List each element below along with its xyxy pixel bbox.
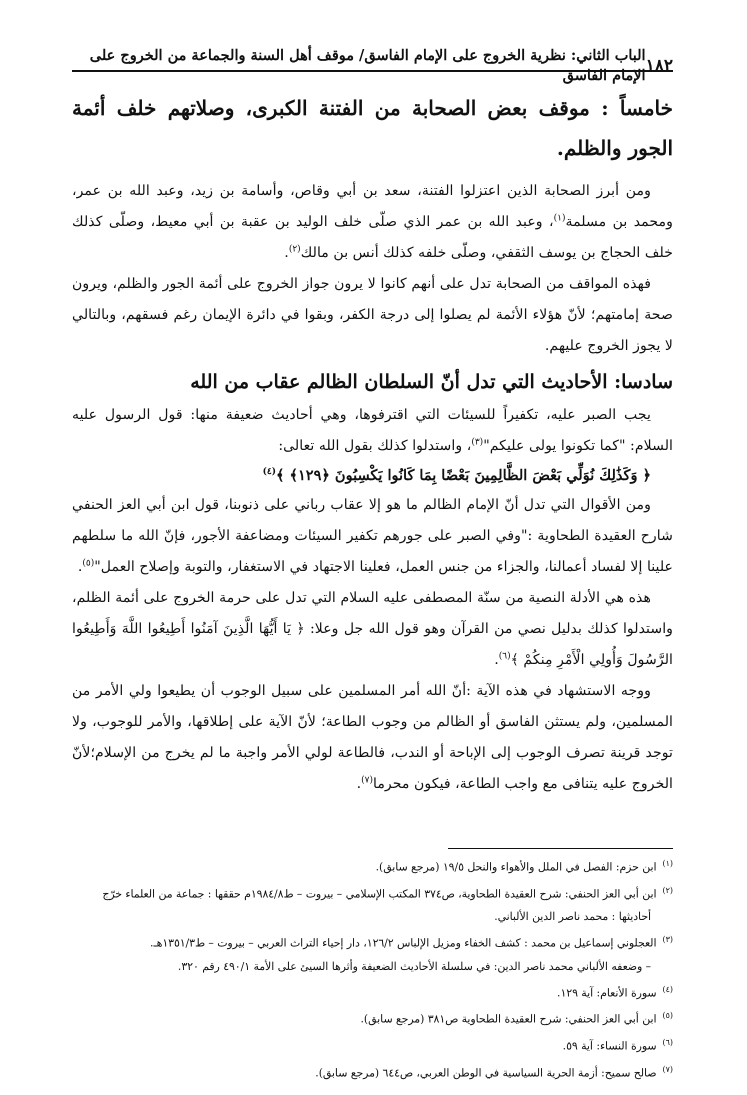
paragraph-text: ، وعبد الله بن عمر الذي صلّى خلف الوليد بن عقبة بن أبي معيط، وصلّى كذلك خلف الحجاج بن يوسف الثقفي، وصلّى خلفه كذلك أنس بن مالك bbox=[72, 214, 673, 261]
paragraph-text: ومن الأقوال التي تدل أنّ الإمام الظالم ما هو إلا عقاب رباني على ذنوبنا، قول ابن أبي العز الحنفي شارح العقيدة الطحاوية :"وفي الصبر على جورهم تكفير السيئات ومضاعفة الأجور، فإنّ الله ما سلطهم علينا إلا لفساد أعمالنا، والجزاء من جنس العمل، فعلينا الاجتهاد في الاستغفار، والتوبة وإصلاح العمل" bbox=[72, 497, 673, 575]
quran-verse bbox=[72, 462, 673, 490]
paragraph-text: ، واستدلوا كذلك بقول الله تعالى: bbox=[278, 438, 472, 454]
paragraph-text: . bbox=[77, 559, 83, 575]
footnote-ref[interactable]: (١) bbox=[553, 213, 566, 224]
footnote-item bbox=[72, 955, 673, 978]
running-title: الباب الثاني: نظرية الخروج على الإمام الفاسق/ موقف أهل السنة والجماعة من الخروج على الإمام الفاسق bbox=[89, 47, 646, 84]
footnote-number: (٦) bbox=[662, 1037, 673, 1047]
footnote-number: (٢) bbox=[662, 885, 673, 895]
paragraph: فهذه المواقف من الصحابة تدل على أنهم كانوا لا يرون جواز الخروج على أئمة الجور والظلم، ويرون صحة إمامتهم؛ لأنّ هؤلاء الأئمة لم يصلوا إلى درجة الكفر، وبقوا في دائرة الإيمان رغم فسقهم، وبالتالي لا يجوز الخروج عليهم. bbox=[72, 276, 673, 354]
footnote-separator bbox=[448, 848, 673, 849]
paragraph bbox=[72, 400, 673, 462]
footnote-item bbox=[72, 905, 673, 928]
paragraph bbox=[72, 490, 673, 583]
paragraph-text: . bbox=[356, 776, 362, 792]
main-text bbox=[72, 88, 673, 800]
footnote-ref[interactable]: (٧) bbox=[361, 775, 373, 786]
footnote-ref[interactable]: (٣) bbox=[471, 437, 484, 448]
paragraph-text: يجب الصبر عليه، تكفيراً للسيئات التي اقترفوها، وهي أحاديث ضعيفة منها: قول الرسول عليه السلام: "كما تكونوا يولى عليكم" bbox=[72, 407, 673, 454]
footnote-text: أحاديثها : محمد ناصر الدين الألباني. bbox=[494, 910, 651, 924]
footnote-item bbox=[72, 1031, 673, 1058]
verse-text: ﴿ وَكَذَٰلِكَ نُوَلِّي بَعْضَ الظَّالِمِينَ بَعْضًا بِمَا كَانُوا يَكْسِبُونَ ﴿١٢٩﴾ ﴾ bbox=[275, 467, 651, 484]
paragraph-text: ووجه الاستشهاد في هذه الآية :أنّ الله أمر المسلمين على سبيل الوجوب أن يطيعوا ولي الأمر من المسلمين، ولم يستثن الفاسق أو الظالم من وجوب الطاعة؛ لأنّ الآية على إطلاقها، والأمر للوجوب، ولا توجد قرينة تصرف الوجوب إلى الإباحة أو الندب، فالطاعة لولي الأمر واجبة ما لم يخرج من الإسلام؛لأنّ الخروج عليه يتنافى مع واجب الطاعة، فيكون محرما bbox=[72, 683, 673, 792]
footnote-text: ابن أبي العز الحنفي: شرح العقيدة الطحاوية، ص٣٧٤ المكتب الإسلامي – بيروت – ط١٩٨٤/٨م حققها : جماعة من العلماء خرّج bbox=[102, 887, 657, 901]
paragraph bbox=[72, 176, 673, 269]
paragraph bbox=[72, 583, 673, 676]
footnote-number: (٥) bbox=[662, 1011, 673, 1021]
footnote-ref[interactable]: (٢) bbox=[288, 244, 301, 255]
footnote-text: سورة الأنعام: آية ١٢٩. bbox=[557, 986, 657, 1000]
footnote-text: ابن أبي العز الحنفي: شرح العقيدة الطحاوية ص٣٨١ (مرجع سابق). bbox=[360, 1012, 657, 1026]
footnote-text: ابن حزم: الفصل في الملل والأهواء والنحل ١٩/٥ (مرجع سابق). bbox=[375, 860, 657, 874]
paragraph-text: ومن أبرز الصحابة الذين اعتزلوا الفتنة، سعد بن أبي وقاص، وأسامة بن زيد، وعبد الله بن عمر، ومحمد بن مسلمة bbox=[72, 183, 673, 230]
header-rule bbox=[72, 70, 673, 72]
paragraph bbox=[72, 676, 673, 800]
paragraph-text: . bbox=[494, 652, 499, 668]
footnote-item bbox=[72, 1058, 673, 1085]
footnote-item bbox=[72, 879, 673, 906]
footnote-ref[interactable]: (٥) bbox=[82, 558, 95, 569]
footnote-number: (١) bbox=[662, 859, 673, 868]
footnote-text: صالح سميح: أزمة الحرية السياسية في الوطن العربي، ص٦٤٤ (مرجع سابق). bbox=[315, 1066, 657, 1080]
footnote-ref[interactable]: (٦) bbox=[498, 651, 511, 662]
footnote-number: (٧) bbox=[662, 1064, 673, 1074]
footnotes bbox=[72, 852, 673, 1084]
paragraph-text: هذه هي الأدلة النصية من سنّة المصطفى عليه السلام التي تدل على حرمة الخروج على أئمة الظلم، واستدلوا كذلك بدليل نصي من القرآن وهو قول الله جل وعلا: ﴿ يَا أَيُّهَا الَّذِينَ آمَنُوا أَطِيعُوا اللَّهَ وَأَطِيعُوا الرَّسُولَ وَأُولِي الْأَمْرِ مِنكُمْ ﴾ bbox=[72, 590, 673, 668]
paragraph-text: . bbox=[284, 245, 289, 261]
footnote-item bbox=[72, 852, 673, 879]
footnote-item bbox=[72, 928, 673, 955]
section-heading-6: سادسا: الأحاديث التي تدل أنّ السلطان الظالم عقاب من الله bbox=[190, 371, 673, 393]
footnote-item bbox=[72, 1004, 673, 1031]
footnote-text: العجلوني إسماعيل بن محمد : كشف الخفاء ومزيل الإلباس ١٢٦/٢، دار إحياء التراث العربي – بيروت – ط١٣٥١/٣هـ. bbox=[150, 936, 657, 950]
page-number: ١٨٢ bbox=[645, 56, 673, 76]
section-heading-5: خامساً : موقف بعض الصحابة من الفتنة الكبرى، وصلاتهم خلف أئمة الجور والظلم. bbox=[72, 96, 673, 160]
footnote-text: – وضعفه الألباني محمد ناصر الدين: في سلسلة الأحاديث الضعيفة وأثرها السيئ على الأمة ٤٩٠/١ رقم ٣٢٠. bbox=[177, 959, 651, 973]
footnote-number: (٣) bbox=[662, 935, 673, 945]
footnote-item bbox=[72, 978, 673, 1005]
footnote-number: (٤) bbox=[662, 984, 673, 994]
running-header bbox=[72, 46, 673, 86]
footnote-text: سورة النساء: آية ٥٩. bbox=[562, 1039, 657, 1053]
footnote-ref[interactable]: (٤) bbox=[262, 467, 276, 478]
